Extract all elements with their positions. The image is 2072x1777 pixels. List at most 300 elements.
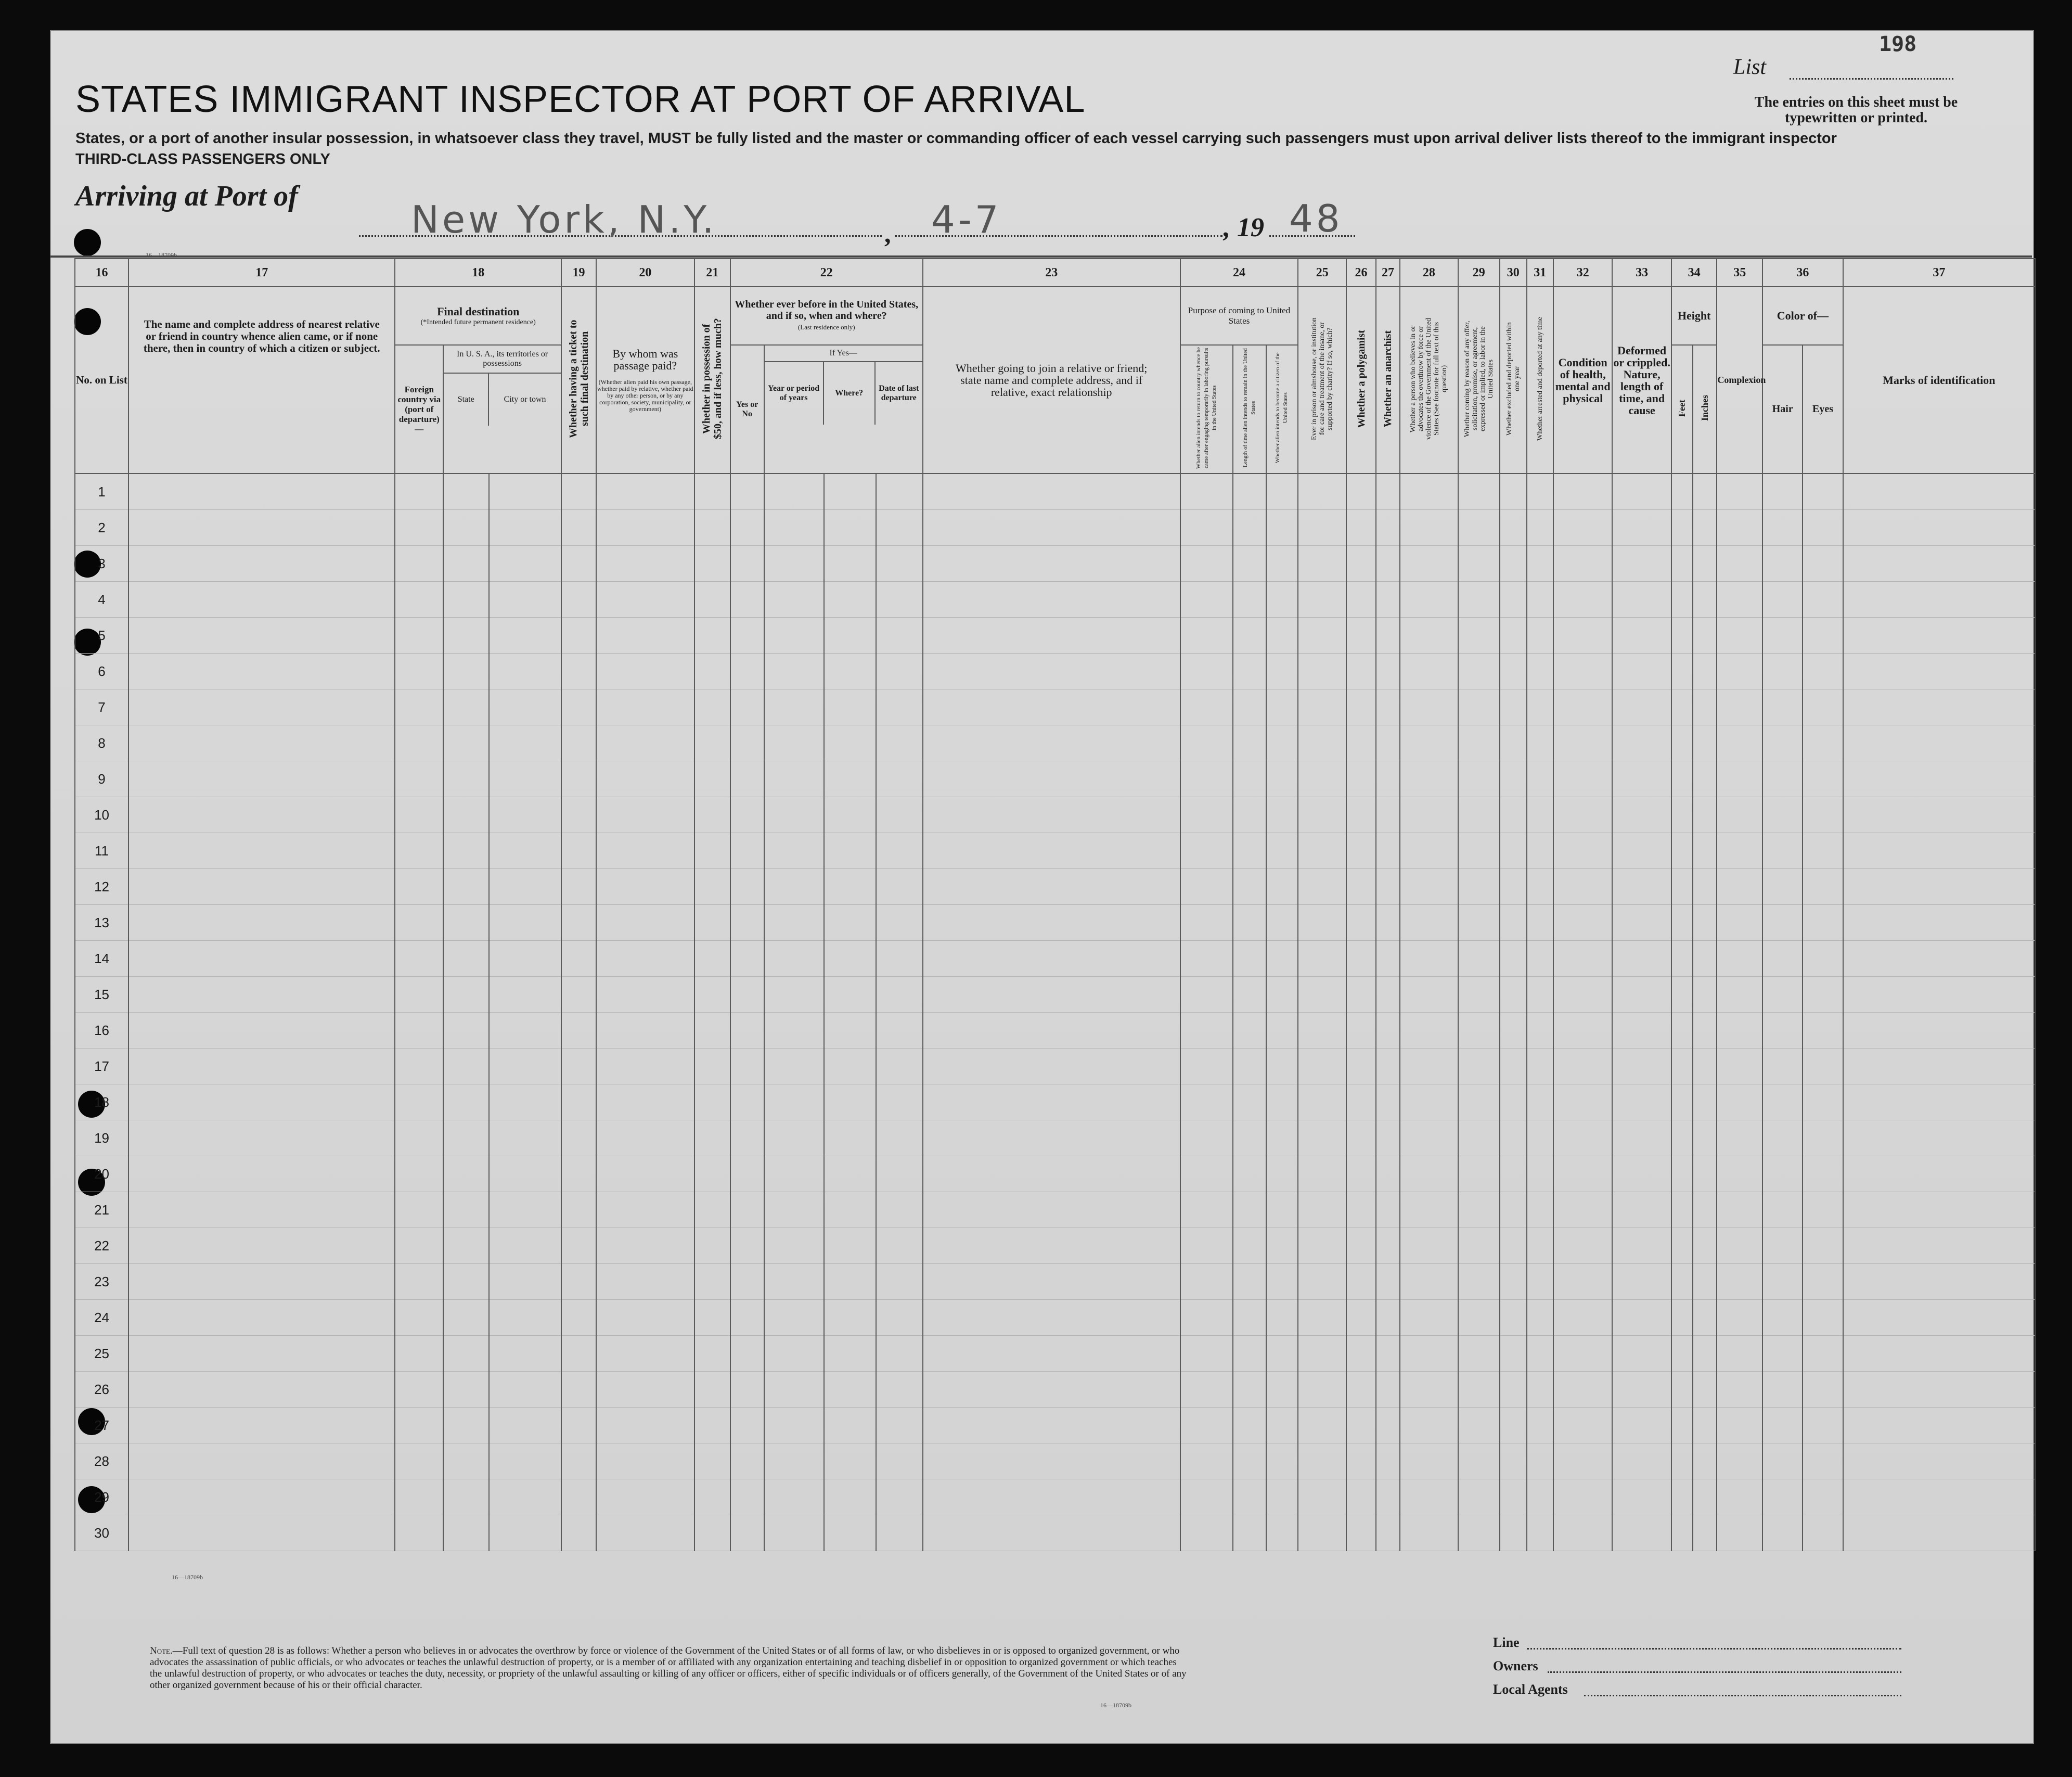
table-cell[interactable] xyxy=(1180,1013,1233,1049)
table-cell[interactable] xyxy=(1527,1228,1554,1264)
table-cell[interactable] xyxy=(923,905,1180,941)
table-cell[interactable] xyxy=(1553,618,1612,654)
table-cell[interactable] xyxy=(730,725,764,761)
table-cell[interactable] xyxy=(489,1192,561,1228)
table-cell[interactable] xyxy=(596,905,694,941)
table-cell[interactable] xyxy=(443,977,489,1013)
table-cell[interactable] xyxy=(395,977,443,1013)
table-cell[interactable] xyxy=(1671,1443,1693,1479)
table-cell[interactable] xyxy=(1500,1264,1527,1300)
table-cell[interactable] xyxy=(561,1300,596,1336)
table-cell[interactable] xyxy=(923,582,1180,618)
table-cell[interactable] xyxy=(694,618,730,654)
table-cell[interactable] xyxy=(443,618,489,654)
table-cell[interactable] xyxy=(596,1156,694,1192)
table-cell[interactable] xyxy=(561,977,596,1013)
table-cell[interactable] xyxy=(1400,1336,1458,1372)
table-cell[interactable] xyxy=(1671,1049,1693,1084)
table-cell[interactable] xyxy=(1266,582,1298,618)
table-cell[interactable] xyxy=(1500,905,1527,941)
table-cell[interactable] xyxy=(694,1479,730,1515)
table-cell[interactable] xyxy=(923,1084,1180,1120)
table-cell[interactable] xyxy=(1266,1408,1298,1443)
table-cell[interactable] xyxy=(395,941,443,977)
table-cell[interactable] xyxy=(923,1372,1180,1408)
table-cell[interactable] xyxy=(1298,510,1346,546)
table-cell[interactable] xyxy=(1693,1372,1717,1408)
table-cell[interactable] xyxy=(876,1300,923,1336)
table-cell[interactable] xyxy=(1376,474,1400,510)
table-cell[interactable] xyxy=(1180,1049,1233,1084)
table-cell[interactable] xyxy=(1180,761,1233,797)
table-cell[interactable] xyxy=(1346,869,1376,905)
table-cell[interactable] xyxy=(764,761,824,797)
table-cell[interactable] xyxy=(395,1264,443,1300)
table-cell[interactable] xyxy=(443,869,489,905)
table-cell[interactable] xyxy=(1612,1515,1671,1551)
table-cell[interactable] xyxy=(489,1264,561,1300)
table-cell[interactable] xyxy=(923,869,1180,905)
table-cell[interactable] xyxy=(1693,1156,1717,1192)
table-cell[interactable] xyxy=(1803,1479,1843,1515)
table-cell[interactable] xyxy=(764,833,824,869)
table-cell[interactable] xyxy=(1298,1336,1346,1372)
table-cell[interactable] xyxy=(1803,761,1843,797)
table-cell[interactable] xyxy=(730,1156,764,1192)
table-cell[interactable] xyxy=(1376,1228,1400,1264)
table-cell[interactable] xyxy=(1553,1084,1612,1120)
table-cell[interactable] xyxy=(1717,1049,1762,1084)
table-cell[interactable] xyxy=(694,1049,730,1084)
table-cell[interactable] xyxy=(1400,1120,1458,1156)
table-cell[interactable] xyxy=(443,1084,489,1120)
table-cell[interactable] xyxy=(694,1156,730,1192)
table-cell[interactable] xyxy=(1298,689,1346,725)
table-cell[interactable] xyxy=(694,1372,730,1408)
table-cell[interactable] xyxy=(128,1336,395,1372)
table-cell[interactable] xyxy=(1298,618,1346,654)
table-cell[interactable] xyxy=(1376,1049,1400,1084)
table-cell[interactable] xyxy=(395,1443,443,1479)
table-cell[interactable] xyxy=(561,1479,596,1515)
table-cell[interactable] xyxy=(561,905,596,941)
table-cell[interactable] xyxy=(1233,725,1266,761)
table-cell[interactable] xyxy=(1500,1228,1527,1264)
table-cell[interactable] xyxy=(923,1443,1180,1479)
table-cell[interactable] xyxy=(1298,1372,1346,1408)
table-cell[interactable] xyxy=(1612,977,1671,1013)
table-cell[interactable] xyxy=(1180,618,1233,654)
table-cell[interactable] xyxy=(1612,869,1671,905)
table-cell[interactable] xyxy=(1266,797,1298,833)
table-cell[interactable] xyxy=(1298,1156,1346,1192)
table-cell[interactable] xyxy=(876,797,923,833)
table-cell[interactable] xyxy=(1717,761,1762,797)
table-cell[interactable] xyxy=(1376,1192,1400,1228)
table-cell[interactable] xyxy=(730,1300,764,1336)
table-cell[interactable] xyxy=(730,1228,764,1264)
table-cell[interactable] xyxy=(1717,618,1762,654)
table-cell[interactable] xyxy=(1500,1443,1527,1479)
table-cell[interactable] xyxy=(876,1120,923,1156)
table-cell[interactable] xyxy=(1376,761,1400,797)
table-cell[interactable] xyxy=(443,1228,489,1264)
table-cell[interactable] xyxy=(561,761,596,797)
table-cell[interactable] xyxy=(1553,1228,1612,1264)
table-cell[interactable] xyxy=(1458,1408,1500,1443)
table-cell[interactable] xyxy=(1346,725,1376,761)
table-cell[interactable] xyxy=(923,1336,1180,1372)
table-cell[interactable] xyxy=(1762,1156,1803,1192)
table-cell[interactable] xyxy=(1553,1049,1612,1084)
table-cell[interactable] xyxy=(824,941,876,977)
table-cell[interactable] xyxy=(1376,797,1400,833)
table-cell[interactable] xyxy=(1298,833,1346,869)
table-cell[interactable] xyxy=(1612,546,1671,582)
table-cell[interactable] xyxy=(730,941,764,977)
table-cell[interactable] xyxy=(395,1084,443,1120)
table-cell[interactable] xyxy=(694,1443,730,1479)
table-cell[interactable] xyxy=(824,761,876,797)
table-cell[interactable] xyxy=(1233,1336,1266,1372)
table-cell[interactable] xyxy=(923,1156,1180,1192)
table-cell[interactable] xyxy=(128,1228,395,1264)
table-cell[interactable] xyxy=(1500,546,1527,582)
table-cell[interactable] xyxy=(1717,1264,1762,1300)
table-cell[interactable] xyxy=(596,797,694,833)
table-cell[interactable] xyxy=(128,582,395,618)
table-cell[interactable] xyxy=(1400,546,1458,582)
table-cell[interactable] xyxy=(764,1336,824,1372)
table-cell[interactable] xyxy=(923,1264,1180,1300)
table-cell[interactable] xyxy=(1500,1084,1527,1120)
table-cell[interactable] xyxy=(1762,689,1803,725)
table-cell[interactable] xyxy=(1693,654,1717,689)
table-cell[interactable] xyxy=(1458,1443,1500,1479)
table-cell[interactable] xyxy=(1500,1408,1527,1443)
table-cell[interactable] xyxy=(1693,1408,1717,1443)
table-cell[interactable] xyxy=(1803,1228,1843,1264)
table-cell[interactable] xyxy=(1843,1228,2035,1264)
table-cell[interactable] xyxy=(1233,869,1266,905)
table-cell[interactable] xyxy=(1400,618,1458,654)
table-cell[interactable] xyxy=(128,689,395,725)
table-cell[interactable] xyxy=(876,1013,923,1049)
table-cell[interactable] xyxy=(1527,582,1554,618)
table-cell[interactable] xyxy=(1266,474,1298,510)
table-cell[interactable] xyxy=(1553,1156,1612,1192)
table-cell[interactable] xyxy=(1400,689,1458,725)
table-cell[interactable] xyxy=(1266,1515,1298,1551)
table-cell[interactable] xyxy=(1527,1156,1554,1192)
table-cell[interactable] xyxy=(395,1300,443,1336)
table-cell[interactable] xyxy=(489,474,561,510)
table-cell[interactable] xyxy=(694,1300,730,1336)
table-cell[interactable] xyxy=(443,1336,489,1372)
table-cell[interactable] xyxy=(1671,1408,1693,1443)
table-cell[interactable] xyxy=(876,1264,923,1300)
table-cell[interactable] xyxy=(1762,1264,1803,1300)
table-cell[interactable] xyxy=(1180,905,1233,941)
table-cell[interactable] xyxy=(395,797,443,833)
table-cell[interactable] xyxy=(1233,1300,1266,1336)
table-cell[interactable] xyxy=(1376,833,1400,869)
table-cell[interactable] xyxy=(1346,1264,1376,1300)
table-cell[interactable] xyxy=(1266,761,1298,797)
table-cell[interactable] xyxy=(1500,833,1527,869)
table-cell[interactable] xyxy=(1266,546,1298,582)
table-cell[interactable] xyxy=(1612,1264,1671,1300)
table-cell[interactable] xyxy=(596,1192,694,1228)
table-cell[interactable] xyxy=(876,546,923,582)
table-cell[interactable] xyxy=(1400,474,1458,510)
table-cell[interactable] xyxy=(1693,1479,1717,1515)
table-cell[interactable] xyxy=(1527,1515,1554,1551)
table-cell[interactable] xyxy=(596,761,694,797)
table-cell[interactable] xyxy=(824,1336,876,1372)
table-cell[interactable] xyxy=(1346,582,1376,618)
table-cell[interactable] xyxy=(1180,725,1233,761)
table-cell[interactable] xyxy=(694,1120,730,1156)
table-cell[interactable] xyxy=(1458,1049,1500,1084)
table-cell[interactable] xyxy=(876,1156,923,1192)
table-cell[interactable] xyxy=(1553,1192,1612,1228)
table-cell[interactable] xyxy=(489,1049,561,1084)
table-cell[interactable] xyxy=(128,941,395,977)
table-cell[interactable] xyxy=(1762,546,1803,582)
table-cell[interactable] xyxy=(1180,977,1233,1013)
table-cell[interactable] xyxy=(1233,1515,1266,1551)
table-cell[interactable] xyxy=(764,941,824,977)
table-cell[interactable] xyxy=(1762,1049,1803,1084)
table-cell[interactable] xyxy=(596,977,694,1013)
table-cell[interactable] xyxy=(128,1156,395,1192)
table-cell[interactable] xyxy=(1843,833,2035,869)
table-cell[interactable] xyxy=(1346,977,1376,1013)
table-cell[interactable] xyxy=(1693,941,1717,977)
table-cell[interactable] xyxy=(730,1049,764,1084)
table-cell[interactable] xyxy=(1717,1479,1762,1515)
table-cell[interactable] xyxy=(1843,1515,2035,1551)
table-cell[interactable] xyxy=(1400,797,1458,833)
table-cell[interactable] xyxy=(1527,977,1554,1013)
table-cell[interactable] xyxy=(1233,977,1266,1013)
table-cell[interactable] xyxy=(1843,761,2035,797)
table-cell[interactable] xyxy=(1180,1372,1233,1408)
table-cell[interactable] xyxy=(1266,1372,1298,1408)
table-cell[interactable] xyxy=(443,761,489,797)
table-cell[interactable] xyxy=(596,546,694,582)
table-cell[interactable] xyxy=(824,725,876,761)
table-cell[interactable] xyxy=(1500,1013,1527,1049)
table-cell[interactable] xyxy=(1233,1443,1266,1479)
table-cell[interactable] xyxy=(824,1443,876,1479)
table-cell[interactable] xyxy=(489,869,561,905)
table-cell[interactable] xyxy=(1717,1443,1762,1479)
table-cell[interactable] xyxy=(824,1479,876,1515)
table-cell[interactable] xyxy=(1717,1372,1762,1408)
table-cell[interactable] xyxy=(561,1049,596,1084)
table-cell[interactable] xyxy=(1717,833,1762,869)
table-cell[interactable] xyxy=(1266,1336,1298,1372)
table-cell[interactable] xyxy=(1233,510,1266,546)
table-cell[interactable] xyxy=(395,725,443,761)
table-cell[interactable] xyxy=(1298,1443,1346,1479)
table-cell[interactable] xyxy=(1500,510,1527,546)
table-cell[interactable] xyxy=(824,1192,876,1228)
table-cell[interactable] xyxy=(1266,1443,1298,1479)
table-cell[interactable] xyxy=(1693,761,1717,797)
table-cell[interactable] xyxy=(1527,1013,1554,1049)
table-cell[interactable] xyxy=(1376,1264,1400,1300)
table-cell[interactable] xyxy=(1671,1192,1693,1228)
table-cell[interactable] xyxy=(1346,618,1376,654)
table-cell[interactable] xyxy=(730,1336,764,1372)
table-cell[interactable] xyxy=(1671,1479,1693,1515)
table-cell[interactable] xyxy=(1458,1515,1500,1551)
table-cell[interactable] xyxy=(561,941,596,977)
table-cell[interactable] xyxy=(1298,797,1346,833)
table-cell[interactable] xyxy=(1266,1264,1298,1300)
table-cell[interactable] xyxy=(443,1300,489,1336)
table-cell[interactable] xyxy=(1671,1515,1693,1551)
table-cell[interactable] xyxy=(1458,1192,1500,1228)
table-cell[interactable] xyxy=(1553,1120,1612,1156)
table-cell[interactable] xyxy=(1717,1408,1762,1443)
table-cell[interactable] xyxy=(1180,1300,1233,1336)
table-cell[interactable] xyxy=(1458,977,1500,1013)
table-cell[interactable] xyxy=(1458,1156,1500,1192)
table-cell[interactable] xyxy=(1843,689,2035,725)
table-cell[interactable] xyxy=(1298,582,1346,618)
table-cell[interactable] xyxy=(824,1049,876,1084)
table-cell[interactable] xyxy=(764,797,824,833)
table-cell[interactable] xyxy=(1180,510,1233,546)
table-cell[interactable] xyxy=(1180,582,1233,618)
table-cell[interactable] xyxy=(1803,474,1843,510)
table-cell[interactable] xyxy=(1458,761,1500,797)
table-cell[interactable] xyxy=(1553,1408,1612,1443)
table-cell[interactable] xyxy=(1612,654,1671,689)
table-cell[interactable] xyxy=(596,1264,694,1300)
table-cell[interactable] xyxy=(730,689,764,725)
table-cell[interactable] xyxy=(1400,1479,1458,1515)
table-cell[interactable] xyxy=(1843,546,2035,582)
table-cell[interactable] xyxy=(1180,1084,1233,1120)
table-cell[interactable] xyxy=(1553,833,1612,869)
table-cell[interactable] xyxy=(730,618,764,654)
table-cell[interactable] xyxy=(1553,689,1612,725)
table-cell[interactable] xyxy=(876,905,923,941)
table-cell[interactable] xyxy=(443,1372,489,1408)
table-cell[interactable] xyxy=(1612,1479,1671,1515)
table-cell[interactable] xyxy=(489,761,561,797)
table-cell[interactable] xyxy=(694,689,730,725)
table-cell[interactable] xyxy=(1346,689,1376,725)
table-cell[interactable] xyxy=(489,1479,561,1515)
table-cell[interactable] xyxy=(489,1300,561,1336)
table-cell[interactable] xyxy=(1233,654,1266,689)
table-cell[interactable] xyxy=(876,977,923,1013)
table-cell[interactable] xyxy=(1180,654,1233,689)
table-cell[interactable] xyxy=(1843,1156,2035,1192)
table-cell[interactable] xyxy=(1762,941,1803,977)
table-cell[interactable] xyxy=(1803,1192,1843,1228)
table-cell[interactable] xyxy=(395,546,443,582)
table-cell[interactable] xyxy=(730,1443,764,1479)
table-cell[interactable] xyxy=(128,1479,395,1515)
table-cell[interactable] xyxy=(730,833,764,869)
table-cell[interactable] xyxy=(1458,1228,1500,1264)
table-cell[interactable] xyxy=(1233,689,1266,725)
table-cell[interactable] xyxy=(1762,582,1803,618)
table-cell[interactable] xyxy=(1843,618,2035,654)
table-cell[interactable] xyxy=(128,905,395,941)
table-cell[interactable] xyxy=(1458,546,1500,582)
table-cell[interactable] xyxy=(443,1443,489,1479)
table-cell[interactable] xyxy=(1400,905,1458,941)
table-cell[interactable] xyxy=(764,1192,824,1228)
table-cell[interactable] xyxy=(1553,510,1612,546)
table-cell[interactable] xyxy=(764,1372,824,1408)
table-cell[interactable] xyxy=(1717,1013,1762,1049)
table-cell[interactable] xyxy=(1762,618,1803,654)
table-cell[interactable] xyxy=(824,1515,876,1551)
table-cell[interactable] xyxy=(489,1228,561,1264)
table-cell[interactable] xyxy=(561,1192,596,1228)
table-cell[interactable] xyxy=(561,474,596,510)
table-cell[interactable] xyxy=(1803,1515,1843,1551)
table-cell[interactable] xyxy=(1803,869,1843,905)
table-cell[interactable] xyxy=(395,833,443,869)
table-cell[interactable] xyxy=(1266,905,1298,941)
table-cell[interactable] xyxy=(1612,1156,1671,1192)
table-cell[interactable] xyxy=(395,761,443,797)
table-cell[interactable] xyxy=(1553,1479,1612,1515)
table-cell[interactable] xyxy=(824,654,876,689)
table-cell[interactable] xyxy=(1612,761,1671,797)
table-cell[interactable] xyxy=(1553,474,1612,510)
table-cell[interactable] xyxy=(1693,1049,1717,1084)
table-cell[interactable] xyxy=(1376,1300,1400,1336)
table-cell[interactable] xyxy=(876,1372,923,1408)
table-cell[interactable] xyxy=(1500,1120,1527,1156)
table-cell[interactable] xyxy=(1693,869,1717,905)
table-cell[interactable] xyxy=(443,905,489,941)
table-cell[interactable] xyxy=(395,654,443,689)
table-cell[interactable] xyxy=(824,1228,876,1264)
table-cell[interactable] xyxy=(1762,1192,1803,1228)
table-cell[interactable] xyxy=(1762,1479,1803,1515)
table-cell[interactable] xyxy=(1266,1084,1298,1120)
table-cell[interactable] xyxy=(596,1120,694,1156)
table-cell[interactable] xyxy=(1400,1192,1458,1228)
table-cell[interactable] xyxy=(876,510,923,546)
table-cell[interactable] xyxy=(1843,905,2035,941)
table-cell[interactable] xyxy=(1233,1084,1266,1120)
table-cell[interactable] xyxy=(1527,1479,1554,1515)
table-cell[interactable] xyxy=(1803,654,1843,689)
table-cell[interactable] xyxy=(561,510,596,546)
table-cell[interactable] xyxy=(596,1479,694,1515)
table-cell[interactable] xyxy=(1180,1443,1233,1479)
table-cell[interactable] xyxy=(1843,1049,2035,1084)
table-cell[interactable] xyxy=(824,833,876,869)
table-cell[interactable] xyxy=(1346,1515,1376,1551)
table-cell[interactable] xyxy=(1527,474,1554,510)
table-cell[interactable] xyxy=(1298,1049,1346,1084)
table-cell[interactable] xyxy=(730,1192,764,1228)
